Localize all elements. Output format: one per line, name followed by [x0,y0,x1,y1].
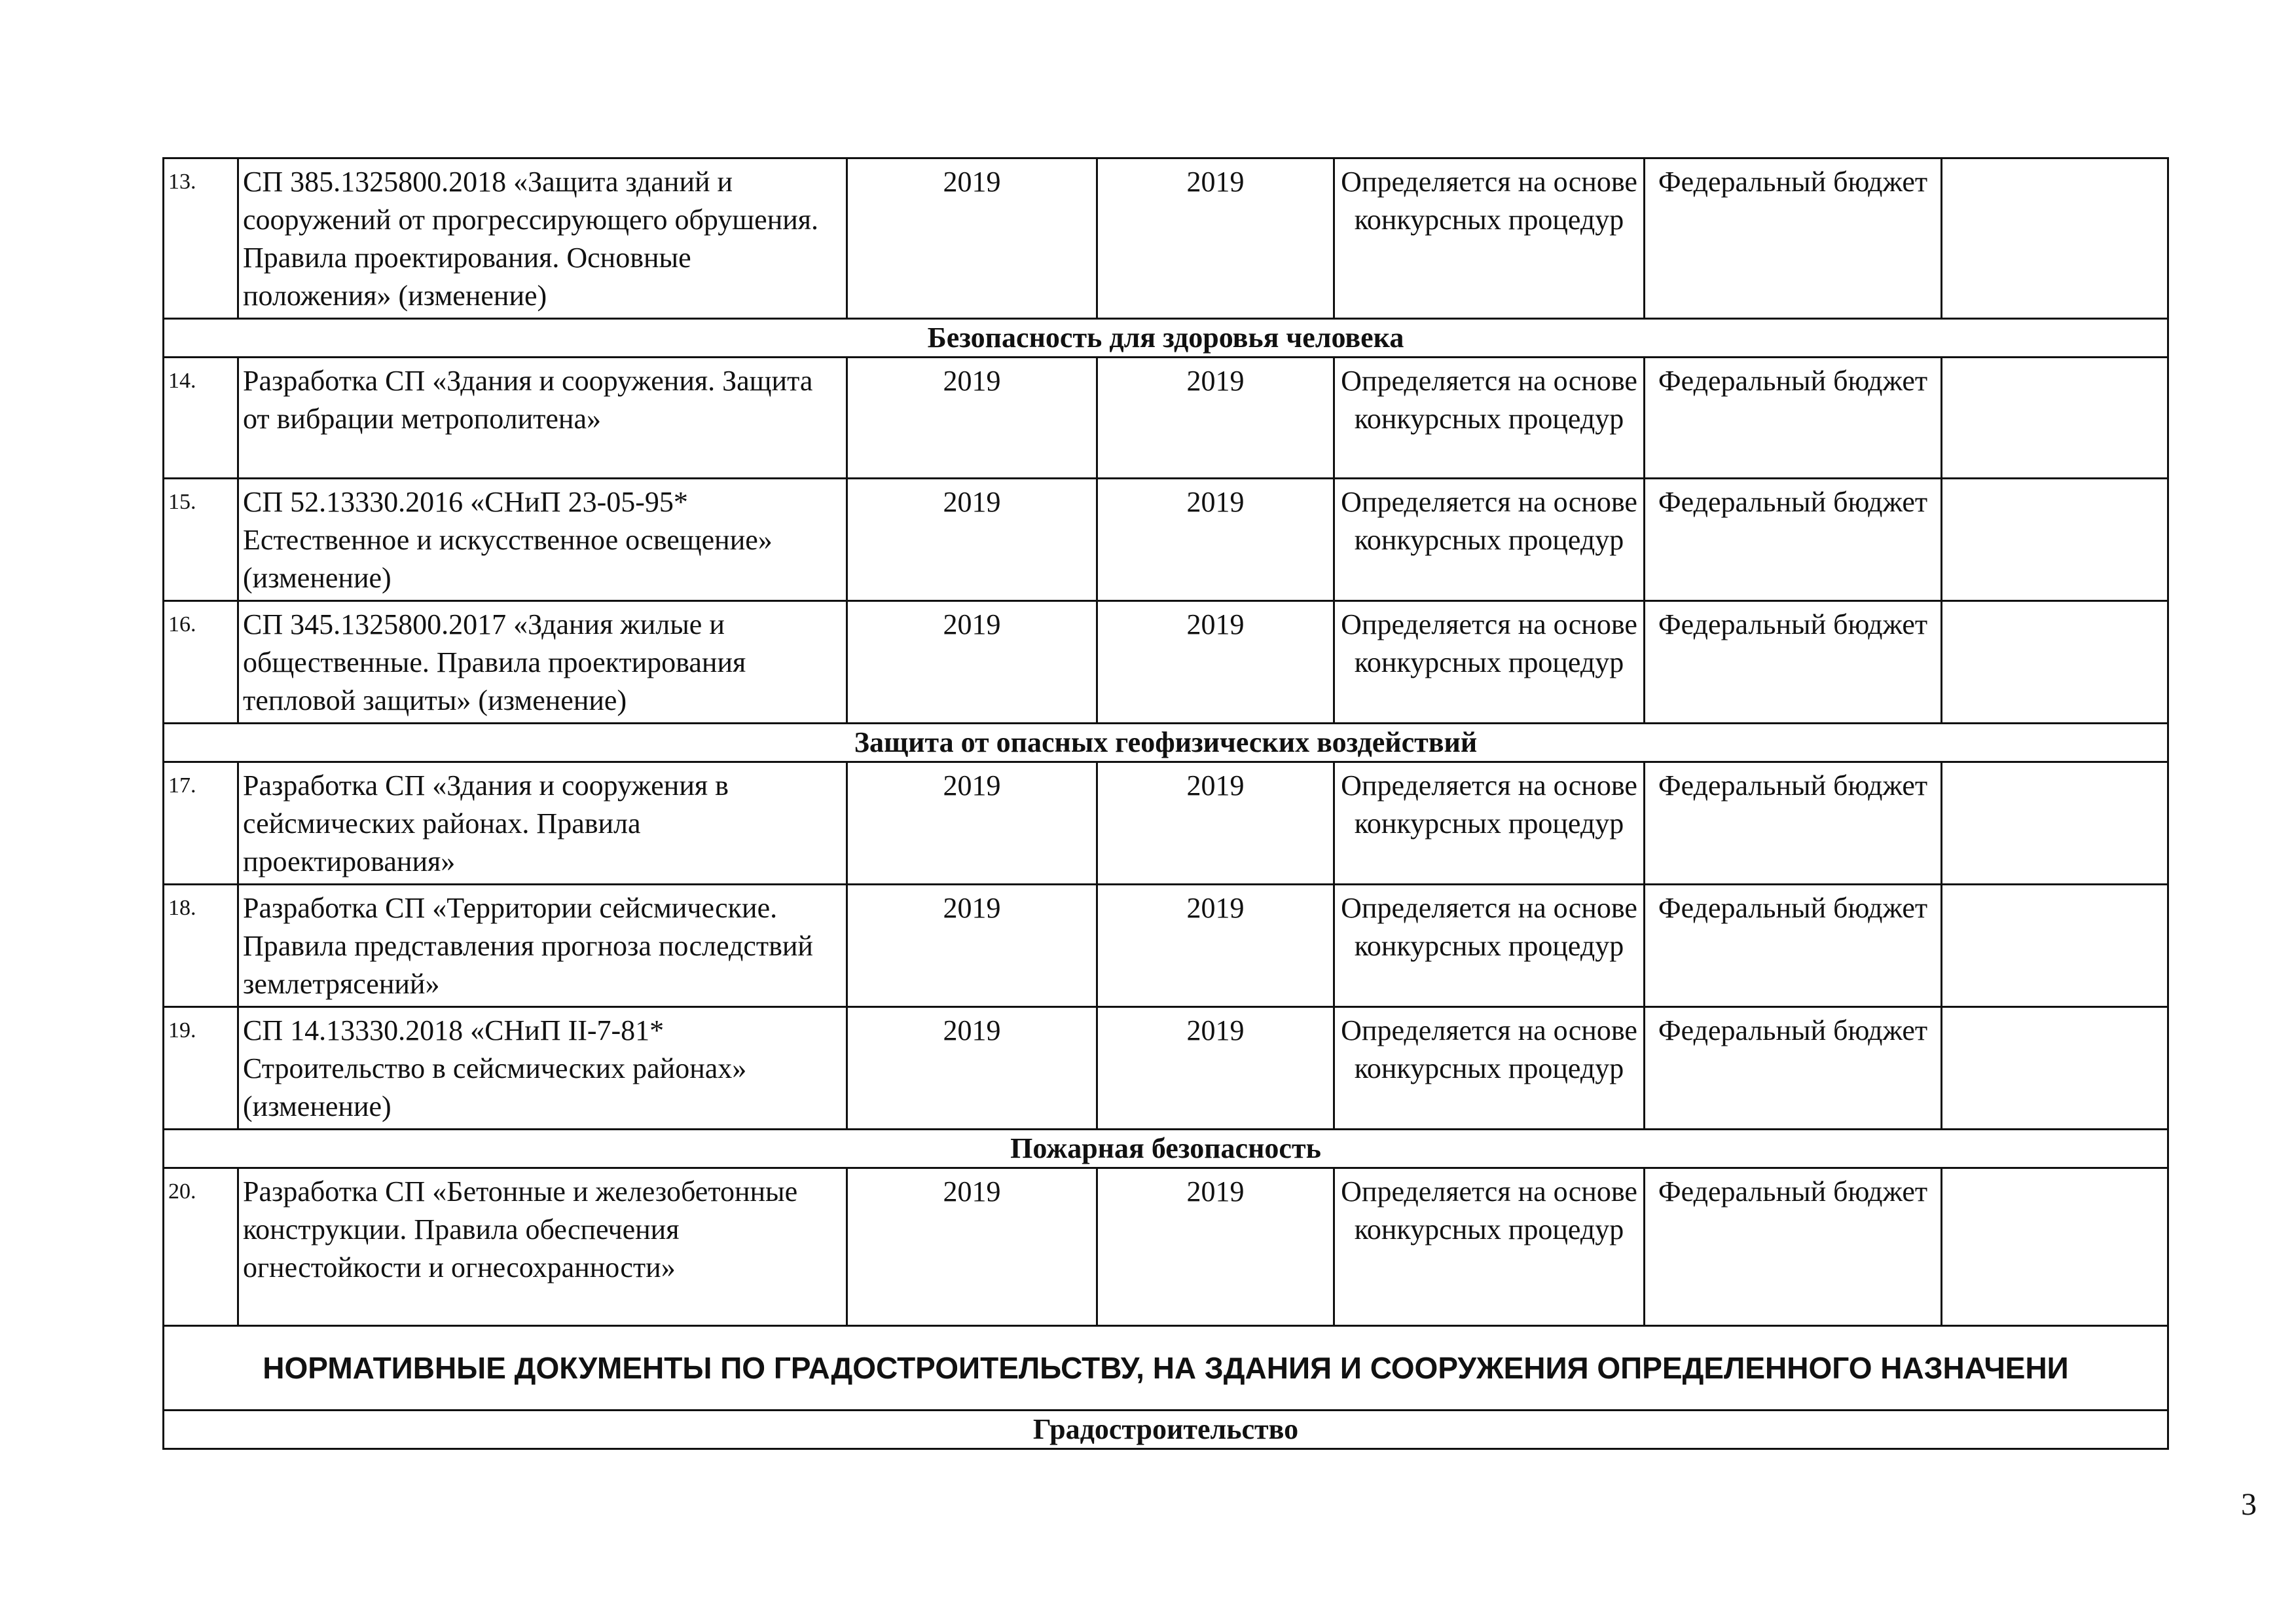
section-row [164,724,2168,762]
section-row [164,319,2168,358]
row-number: 18. [164,885,238,1007]
funding-source: Федеральный бюджет [1645,601,1942,724]
executor: Определяется на основе конкурсных процедур [1334,762,1645,885]
start-year: 2019 [847,358,1097,479]
row-number: 19. [164,1007,238,1130]
major-heading-row [164,1326,2168,1411]
funding-source: Федеральный бюджет [1645,885,1942,1007]
section-title-health: Безопасность для здоровья человека [164,319,2168,358]
start-year: 2019 [847,158,1097,319]
table-row [164,885,2168,1007]
funding-source: Федеральный бюджет [1645,158,1942,319]
start-year: 2019 [847,479,1097,601]
start-year: 2019 [847,1007,1097,1130]
table-row [164,1007,2168,1130]
table-row [164,1168,2168,1326]
start-year: 2019 [847,885,1097,1007]
funding-source: Федеральный бюджет [1645,358,1942,479]
note-cell [1942,358,2168,479]
row-number: 17. [164,762,238,885]
document-name: Разработка СП «Территории сейсмические. Правила представления прогноза последствий землетрясений» [238,885,847,1007]
document-name: СП 52.13330.2016 «СНиП 23-05-95* Естественное и искусственное освещение» (изменение) [238,479,847,601]
document-name: СП 345.1325800.2017 «Здания жилые и общественные. Правила проектирования тепловой защиты» (изменение) [238,601,847,724]
section-title-geophysical: Защита от опасных геофизических воздействий [164,724,2168,762]
executor: Определяется на основе конкурсных процедур [1334,885,1645,1007]
section-title-urban: Градостроительство [164,1411,2168,1449]
section-row [164,1411,2168,1449]
row-number: 20. [164,1168,238,1326]
note-cell [1942,601,2168,724]
executor: Определяется на основе конкурсных процедур [1334,158,1645,319]
funding-source: Федеральный бюджет [1645,1168,1942,1326]
end-year: 2019 [1097,1168,1334,1326]
document-name: Разработка СП «Бетонные и железобетонные конструкции. Правила обеспечения огнестойкости и огнесохранности» [238,1168,847,1326]
table-row [164,479,2168,601]
end-year: 2019 [1097,158,1334,319]
document-name: СП 385.1325800.2018 «Защита зданий и сооружений от прогрессирующего обрушения. Правила проектирования. Основные положения» (изменение) [238,158,847,319]
end-year: 2019 [1097,885,1334,1007]
row-number: 15. [164,479,238,601]
end-year: 2019 [1097,479,1334,601]
document-name: Разработка СП «Здания и сооружения в сейсмических районах. Правила проектирования» [238,762,847,885]
funding-source: Федеральный бюджет [1645,1007,1942,1130]
table-row [164,601,2168,724]
section-title-fire: Пожарная безопасность [164,1130,2168,1168]
note-cell [1942,1168,2168,1326]
section-row [164,1130,2168,1168]
table-row [164,762,2168,885]
executor: Определяется на основе конкурсных процедур [1334,1168,1645,1326]
start-year: 2019 [847,601,1097,724]
page-number: 3 [2241,1487,2257,1522]
row-number: 14. [164,358,238,479]
end-year: 2019 [1097,1007,1334,1130]
document-name: Разработка СП «Здания и сооружения. Защита от вибрации метрополитена» [238,358,847,479]
funding-source: Федеральный бюджет [1645,762,1942,885]
executor: Определяется на основе конкурсных процедур [1334,479,1645,601]
end-year: 2019 [1097,358,1334,479]
end-year: 2019 [1097,601,1334,724]
note-cell [1942,762,2168,885]
note-cell [1942,885,2168,1007]
document-name: СП 14.13330.2018 «СНиП II-7-81* Строительство в сейсмических районах» (изменение) [238,1007,847,1130]
row-number: 16. [164,601,238,724]
standards-plan-table [162,157,2169,1450]
executor: Определяется на основе конкурсных процедур [1334,1007,1645,1130]
executor: Определяется на основе конкурсных процедур [1334,358,1645,479]
end-year: 2019 [1097,762,1334,885]
note-cell [1942,1007,2168,1130]
executor: Определяется на основе конкурсных процедур [1334,601,1645,724]
start-year: 2019 [847,1168,1097,1326]
funding-source: Федеральный бюджет [1645,479,1942,601]
note-cell [1942,158,2168,319]
start-year: 2019 [847,762,1097,885]
row-number: 13. [164,158,238,319]
note-cell [1942,479,2168,601]
heading-urban-planning-documents: НОРМАТИВНЫЕ ДОКУМЕНТЫ ПО ГРАДОСТРОИТЕЛЬСТВУ, НА ЗДАНИЯ И СООРУЖЕНИЯ ОПРЕДЕЛЕННОГО НАЗНАЧЕНИ [164,1326,2168,1411]
table-row [164,358,2168,479]
table-row [164,158,2168,319]
